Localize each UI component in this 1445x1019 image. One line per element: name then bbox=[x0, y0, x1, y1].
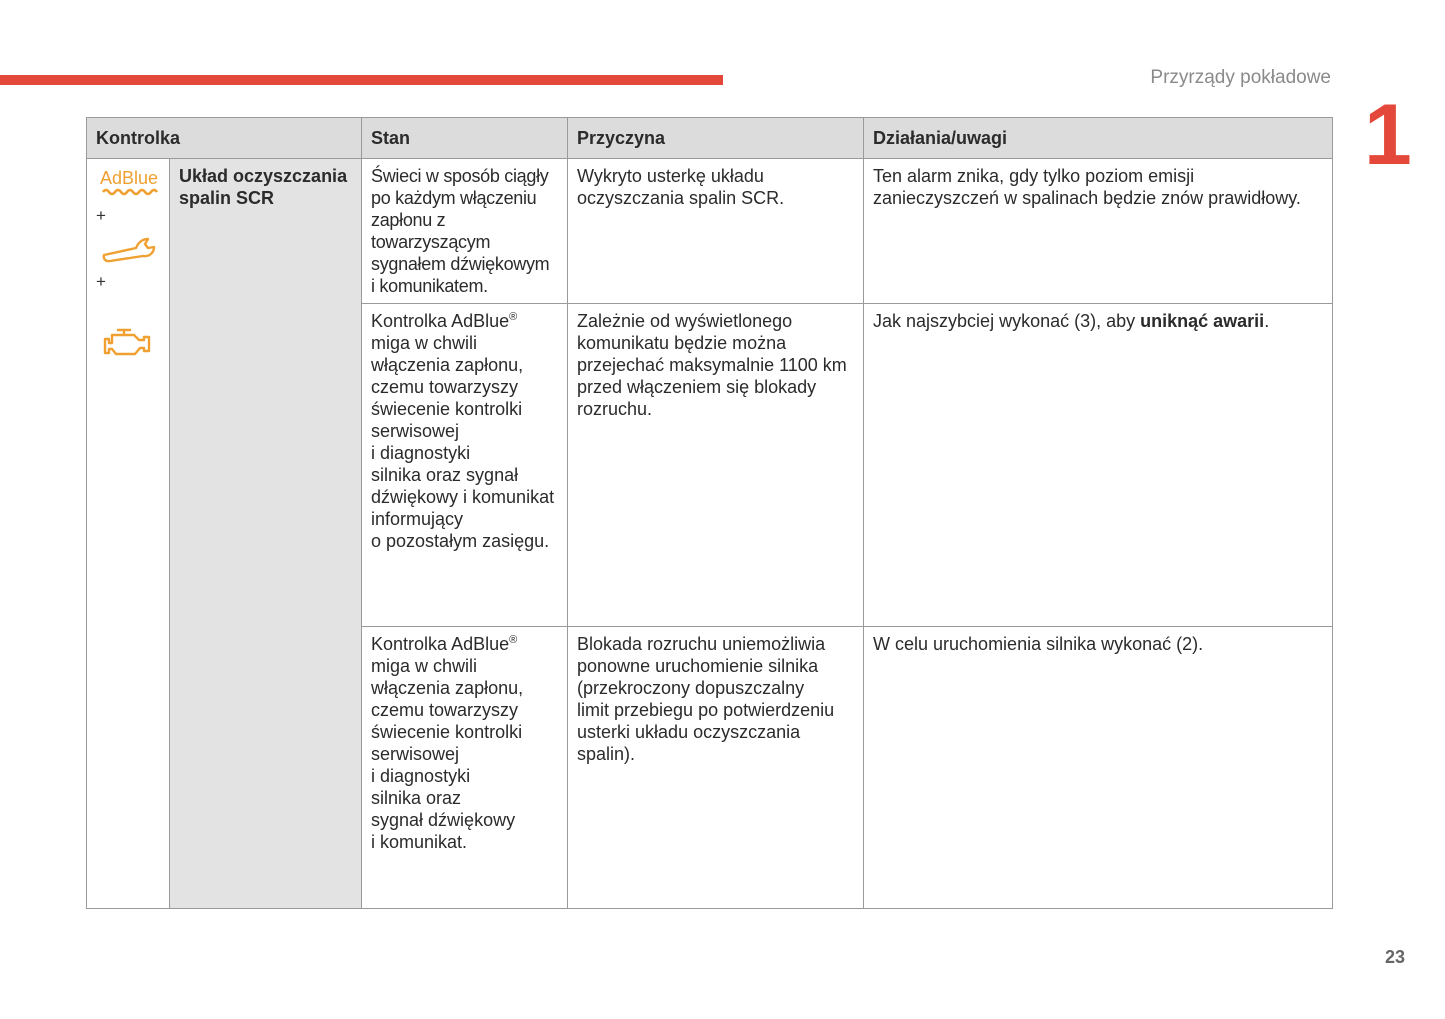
system-name: Układ oczyszczania spalin SCR bbox=[170, 159, 362, 909]
warning-lights-table bbox=[86, 117, 1333, 909]
row2-stan-prefix: Kontrolka AdBlue bbox=[371, 311, 510, 331]
row3-stan-prefix: Kontrolka AdBlue bbox=[371, 634, 510, 654]
row2-dzialania-prefix: Jak najszybciej wykonać (3), aby bbox=[873, 311, 1141, 331]
registered-mark: ® bbox=[509, 634, 518, 646]
row3-przyczyna: Blokada rozruchu uniemożliwia ponowne uruchomienie silnika (przekroczony dopuszczalny limit przebiegu po potwierdzeniu usterki układu oczyszczania spalin). bbox=[568, 627, 864, 909]
row3-dzialania: W celu uruchomienia silnika wykonać (2). bbox=[864, 627, 1333, 909]
plus-sign: + bbox=[96, 206, 106, 225]
row2-stan-text: miga w chwili włączenia zapłonu, czemu towarzyszy świecenie kontrolki serwisowej i diagnostyki silnika oraz sygnał dźwiękowy i komunikat informujący o pozostałym zasięgu. bbox=[371, 333, 555, 551]
adblue-icon-text: AdBlue bbox=[99, 168, 158, 188]
row2-dzialania-suffix: . bbox=[1264, 311, 1270, 331]
header-przyczyna: Przyczyna bbox=[568, 118, 864, 159]
section-title: Przyrządy pokładowe bbox=[1150, 67, 1331, 88]
accent-bar bbox=[0, 75, 723, 85]
row2-przyczyna: Zależnie od wyświetlonego komunikatu będzie można przejechać maksymalnie 1100 km przed włączeniem się blokady rozruchu. bbox=[568, 304, 864, 627]
plus-sign: + bbox=[96, 272, 106, 291]
chapter-number: 1 bbox=[1364, 87, 1412, 183]
header-kontrolka: Kontrolka bbox=[87, 118, 362, 159]
row2-dzialania-bold: uniknąć awarii bbox=[1140, 311, 1265, 331]
indicator-icons-cell bbox=[87, 159, 170, 909]
header-dzialania: Działania/uwagi bbox=[864, 118, 1333, 159]
row2-stan bbox=[362, 304, 568, 627]
page-number: 23 bbox=[1384, 947, 1405, 967]
adblue-icon bbox=[97, 165, 161, 199]
row1-stan: Świeci w sposób ciągły po każdym włączeniu zapłonu z towarzyszącym sygnałem dźwiękowym i komunikatem. bbox=[362, 159, 568, 304]
row1-dzialania: Ten alarm znika, gdy tylko poziom emisji zanieczyszczeń w spalinach będzie znów prawidłowy. bbox=[864, 159, 1333, 304]
row3-stan-text: miga w chwili włączenia zapłonu, czemu towarzyszy świecenie kontrolki serwisowej i diagnostyki silnika oraz sygnał dźwiękowy i komunikat. bbox=[371, 656, 524, 852]
row1-przyczyna: Wykryto usterkę układu oczyszczania spalin SCR. bbox=[568, 159, 864, 304]
header-stan: Stan bbox=[362, 118, 568, 159]
row2-dzialania bbox=[864, 304, 1333, 627]
table-row bbox=[87, 159, 1333, 304]
registered-mark: ® bbox=[509, 311, 518, 323]
wrench-icon bbox=[100, 231, 158, 265]
table-header-row bbox=[87, 118, 1333, 159]
row3-stan bbox=[362, 627, 568, 909]
engine-icon bbox=[103, 323, 155, 363]
